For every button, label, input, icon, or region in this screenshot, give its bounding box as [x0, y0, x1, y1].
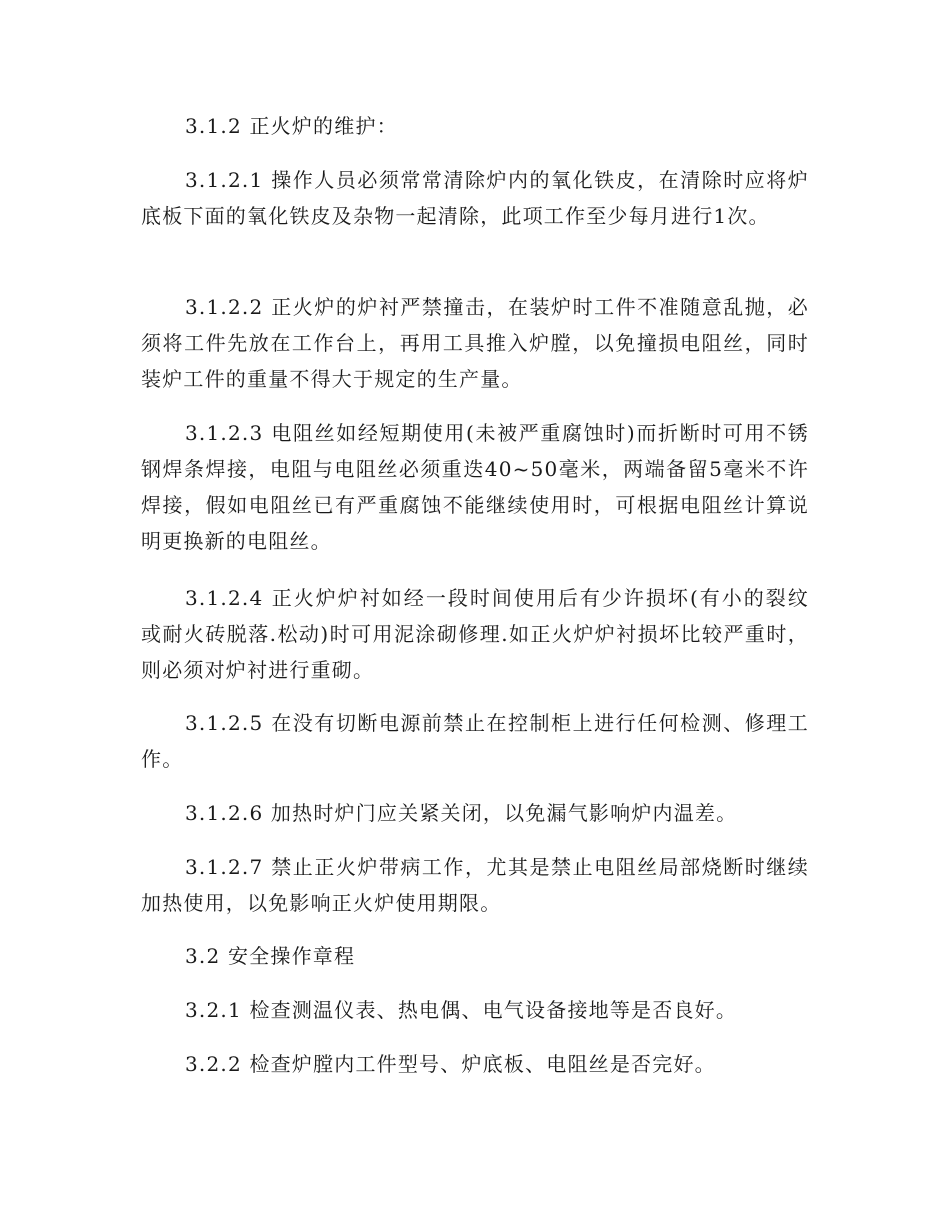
section-heading-3-2: 3.2 安全操作章程: [185, 944, 356, 968]
section-heading-3-1-2: 3.1.2 正火炉的维护：: [185, 114, 398, 138]
paragraph-3-1-2-4: 3.1.2.4 正火炉炉衬如经一段时间使用后有少许损坏(有小的裂纹或耐火砖脱落.松动)时可用泥涂砌修理.如正火炉炉衬损坏比较严重时，则必须对炉衬进行重砌。: [141, 586, 809, 682]
paragraph-3-2-2: 3.2.2 检查炉膛内工件型号、炉底板、电阻丝是否完好。: [185, 1052, 716, 1076]
paragraph-3-1-2-6: 3.1.2.6 加热时炉门应关紧关闭，以免漏气影响炉内温差。: [185, 801, 738, 825]
paragraph-3-1-2-7: 3.1.2.7 禁止正火炉带病工作，尤其是禁止电阻丝局部烧断时继续加热使用，以免影响正火炉使用期限。: [141, 855, 809, 915]
paragraph-3-2-1: 3.2.1 检查测温仪表、热电偶、电气设备接地等是否良好。: [185, 998, 738, 1022]
paragraph-3-1-2-1: 3.1.2.1 操作人员必须常常清除炉内的氧化铁皮，在清除时应将炉底板下面的氧化铁皮及杂物一起清除，此项工作至少每月进行1次。: [141, 168, 809, 228]
paragraph-3-1-2-2: 3.1.2.2 正火炉的炉衬严禁撞击，在装炉时工件不准随意乱抛，必须将工件先放在工作台上，再用工具推入炉膛，以免撞损电阻丝，同时装炉工件的重量不得大于规定的生产量。: [141, 295, 809, 391]
paragraph-3-1-2-5: 3.1.2.5 在没有切断电源前禁止在控制柜上进行任何检测、修理工作。: [141, 711, 809, 771]
paragraph-3-1-2-3: 3.1.2.3 电阻丝如经短期使用(未被严重腐蚀时)而折断时可用不锈钢焊条焊接，电阻与电阻丝必须重迭40~50毫米，两端备留5毫米不许焊接，假如电阻丝已有严重腐蚀不能继续使用时，可根据电阻丝计算说明更换新的电阻丝。: [141, 421, 809, 553]
